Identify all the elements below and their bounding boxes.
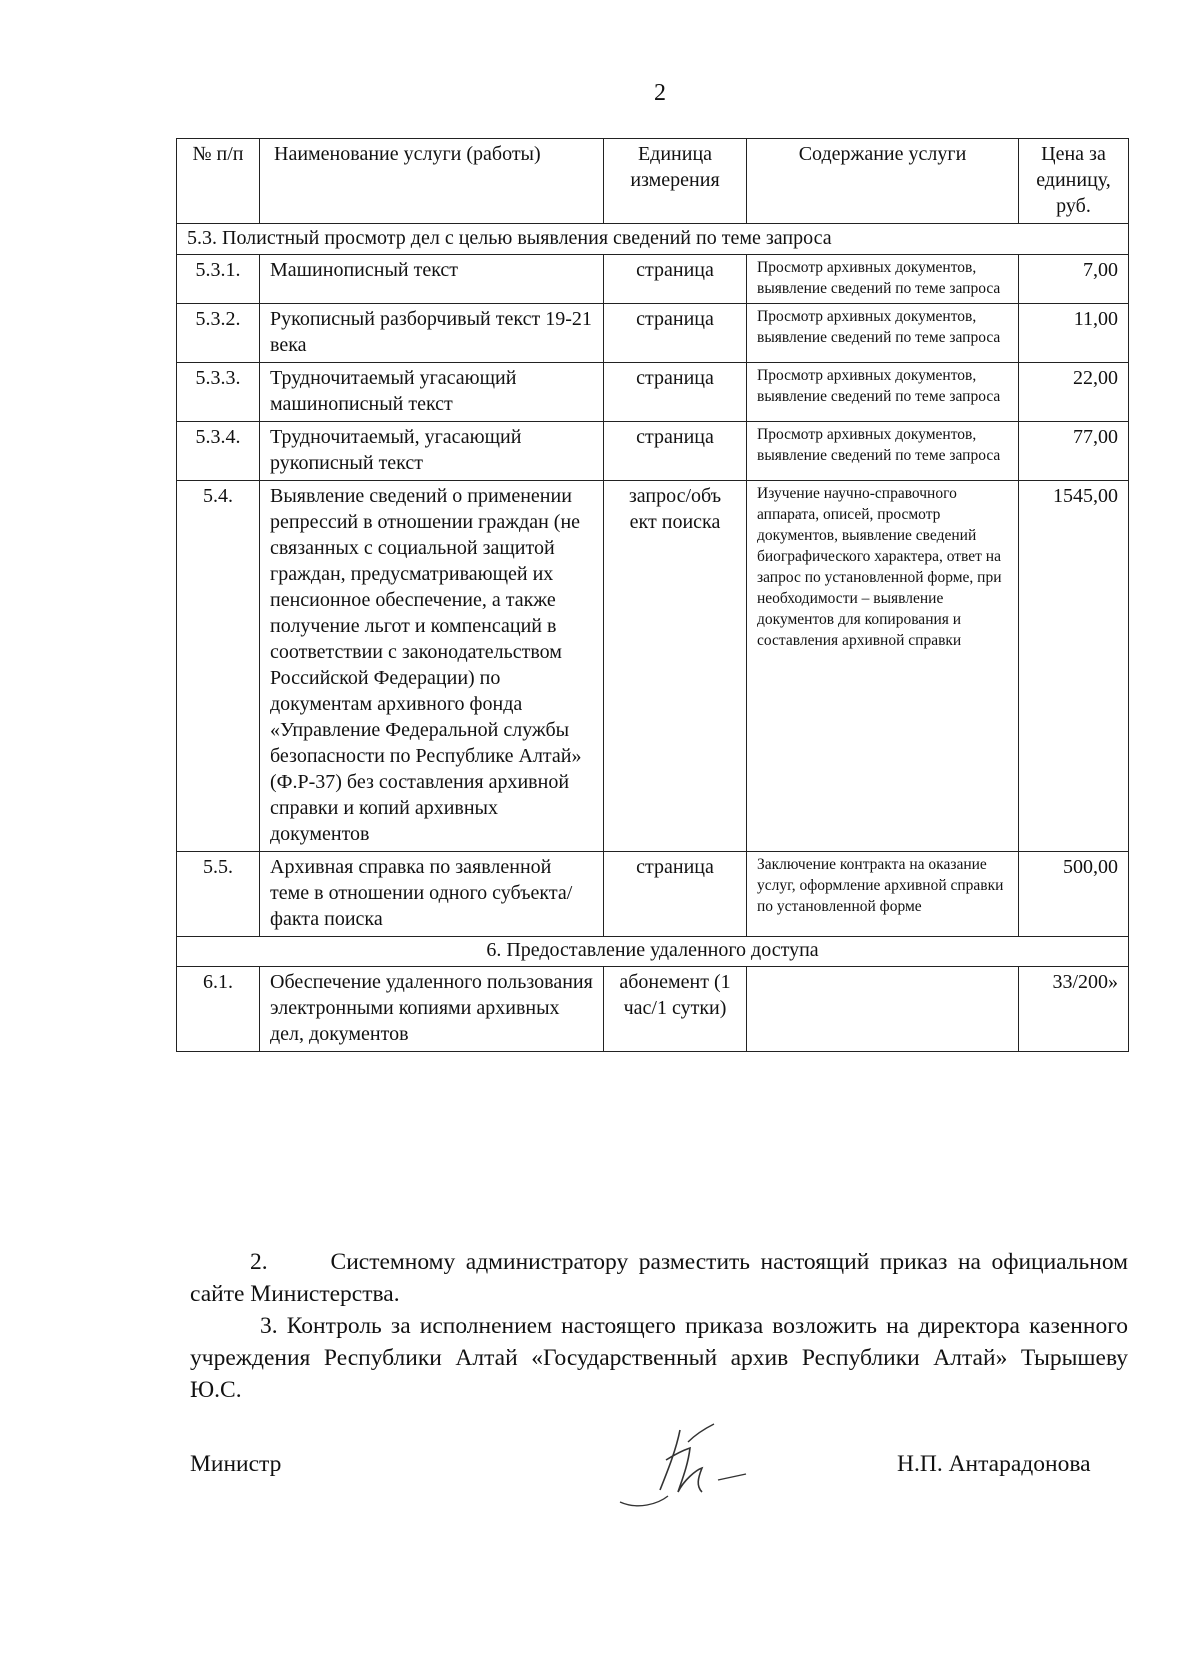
row-name: Архивная справка по заявленной теме в отношении одного субъекта/факта поиска [260,852,604,937]
row-num: 5.3.2. [177,304,260,363]
row-price: 11,00 [1019,304,1129,363]
row-name: Выявление сведений о применении репрессий в отношении граждан (не связанных с социальной защитой граждан, предусматривающей их пенсионное обеспечение, а также получение льгот и компенсаций в соответствии с законодательством Российской Федерации) по документам архивного фонда «Управление Федеральной службы безопасности по Республике Алтай» (Ф.Р-37) без составления архивной справки и копий архивных документов [260,481,604,852]
row-price: 1545,00 [1019,481,1129,852]
section-title: 5.3. Полистный просмотр дел с целью выявления сведений по теме запроса [177,224,1129,255]
row-unit: страница [604,363,747,422]
signatory-name: Н.П. Антарадонова [897,1451,1091,1477]
row-unit: страница [604,422,747,481]
table-row [177,255,1129,304]
header-num: № п/п [177,139,260,224]
row-name: Обеспечение удаленного пользования электронными копиями архивных дел, документов [260,967,604,1052]
paragraph-2-text: Системному администратору разместить настоящий приказ на официальном сайте Министерства. [190,1249,1128,1307]
paragraph-2 [190,1246,1128,1310]
section-row-6 [177,937,1129,967]
header-content: Содержание услуги [747,139,1019,224]
row-unit: страница [604,255,747,304]
row-num: 6.1. [177,967,260,1052]
row-name: Рукописный разборчивый текст 19-21 века [260,304,604,363]
section-title: 6. Предоставление удаленного доступа [177,937,1129,967]
row-content: Изучение научно-справочного аппарата, описей, просмотр документов, выявление сведений биографического характера, ответ на запрос по установленной форме, при необходимости – выявление документов для копирования и составления архивной справки [747,481,1019,852]
row-num: 5.5. [177,852,260,937]
row-num: 5.3.4. [177,422,260,481]
header-unit: Единица измерения [604,139,747,224]
header-name: Наименование услуги (работы) [260,139,604,224]
row-name: Трудночитаемый, угасающий рукописный текст [260,422,604,481]
row-content: Заключение контракта на оказание услуг, оформление архивной справки по установленной форме [747,852,1019,937]
row-content: Просмотр архивных документов, выявление сведений по теме запроса [747,363,1019,422]
row-price: 33/200» [1019,967,1129,1052]
section-row-5-3 [177,224,1129,255]
paragraph-2-number: 2. [250,1249,268,1275]
header-price: Цена за единицу, руб. [1019,139,1129,224]
signatory-title: Министр [190,1451,282,1477]
row-num: 5.4. [177,481,260,852]
paragraph-3: 3. Контроль за исполнением настоящего приказа возложить на директора казенного учреждения Республики Алтай «Государственный архив Республики Алтай» Тырышеву Ю.С. [190,1313,1128,1403]
table-row [177,852,1129,937]
table-row [177,422,1129,481]
row-name: Машинописный текст [260,255,604,304]
row-price: 7,00 [1019,255,1129,304]
row-content: Просмотр архивных документов, выявление сведений по теме запроса [747,255,1019,304]
row-unit: страница [604,852,747,937]
table-row [177,967,1129,1052]
row-price: 22,00 [1019,363,1129,422]
row-num: 5.3.3. [177,363,260,422]
row-name: Трудночитаемый угасающий машинописный текст [260,363,604,422]
row-price: 500,00 [1019,852,1129,937]
table-row [177,363,1129,422]
row-num: 5.3.1. [177,255,260,304]
row-unit: запрос/объ ект поиска [604,481,747,852]
services-price-table [176,138,1129,1052]
row-price: 77,00 [1019,422,1129,481]
row-content [747,967,1019,1052]
row-unit: страница [604,304,747,363]
handwritten-signature [618,1420,768,1510]
row-content: Просмотр архивных документов, выявление сведений по теме запроса [747,422,1019,481]
page-number: 2 [654,80,666,106]
row-unit: абонемент (1 час/1 сутки) [604,967,747,1052]
row-content: Просмотр архивных документов, выявление сведений по теме запроса [747,304,1019,363]
table-header-row [177,139,1129,224]
table-row [177,481,1129,852]
table-row [177,304,1129,363]
